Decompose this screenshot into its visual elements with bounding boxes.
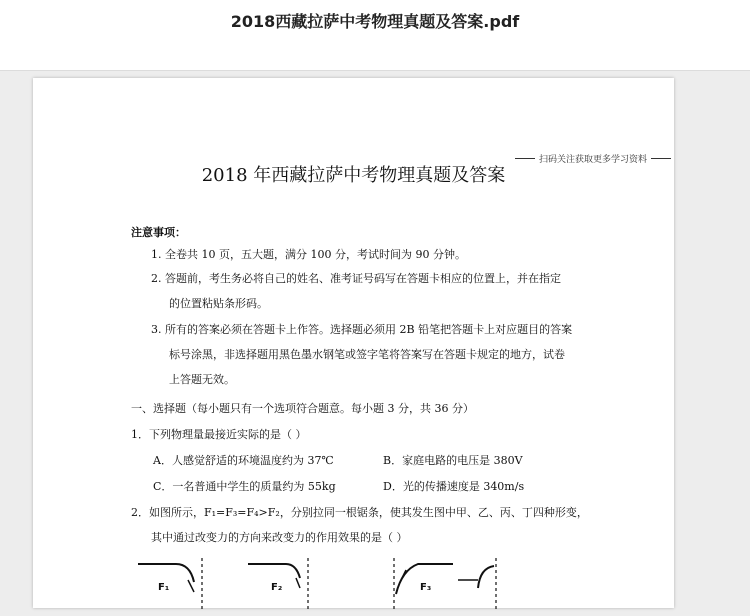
viewer-toolbar [0,0,750,71]
question-stem-continued: 其中通过改变力的方向来改变力的作用效果的是（ ） [151,531,408,544]
section-heading: 一、选择题（每小题只有一个选项符合题意。每小题 3 分，共 36 分） [131,402,474,415]
notice-heading: 注意事项： [131,226,186,239]
saw-blade-yi [248,564,300,578]
file-title: 2018西藏拉萨中考物理真题及答案.pdf [230,12,520,31]
watermark-text: 扫码关注获取更多学习资料 [539,155,648,165]
option-d: D．光的传播速度是 340m/s [383,480,525,493]
question-stem: 2．如图所示，F₁=F₃=F₄>F₂，分别拉同一根锯条，使其发生图中甲、乙、丙、丁四种形变， [131,506,588,519]
option-a: A．人感觉舒适的环境温度约为 37℃ [153,454,334,467]
force-label-f1: F₁ [158,582,170,593]
notice-line: 3. 所有的答案必须在答题卡上作答。选择题必须用 2B 铅笔把答题卡上对应题目的答案 [151,323,573,336]
option-c: C．一名普通中学生的质量约为 55kg [153,480,336,493]
watermark-rule-left [515,158,535,159]
notice-line: 的位置粘贴条形码。 [169,297,268,310]
question-stem: 1．下列物理量最接近实际的是（ ） [131,428,307,441]
notice-line: 2. 答题前，考生务必将自己的姓名、准考证号码写在答题卡相应的位置上，并在指定 [151,272,561,285]
notice-line: 1. 全卷共 10 页，五大题，满分 100 分，考试时间为 90 分钟。 [151,248,466,261]
force-arrow-f3 [400,570,406,582]
option-b: B．家庭电路的电压是 380V [383,454,523,467]
saw-blade-ding [478,566,494,588]
notice-line: 上答题无效。 [169,373,235,386]
force-arrow-f2 [296,578,300,588]
saw-blade-figure [128,552,558,612]
force-label-f3: F₃ [420,582,432,593]
exam-title: 2018 年西藏拉萨中考物理真题及答案 [201,165,506,186]
force-label-f2: F₂ [271,582,283,593]
pdf-page[interactable] [33,78,674,608]
watermark-rule-right [651,158,671,159]
saw-blade-diagram [128,552,558,612]
notice-line: 标号涂黑，非选择题用黑色墨水钢笔或签字笔将答案写在答题卡规定的地方，试卷 [169,348,565,361]
saw-blade-jia [138,564,194,582]
